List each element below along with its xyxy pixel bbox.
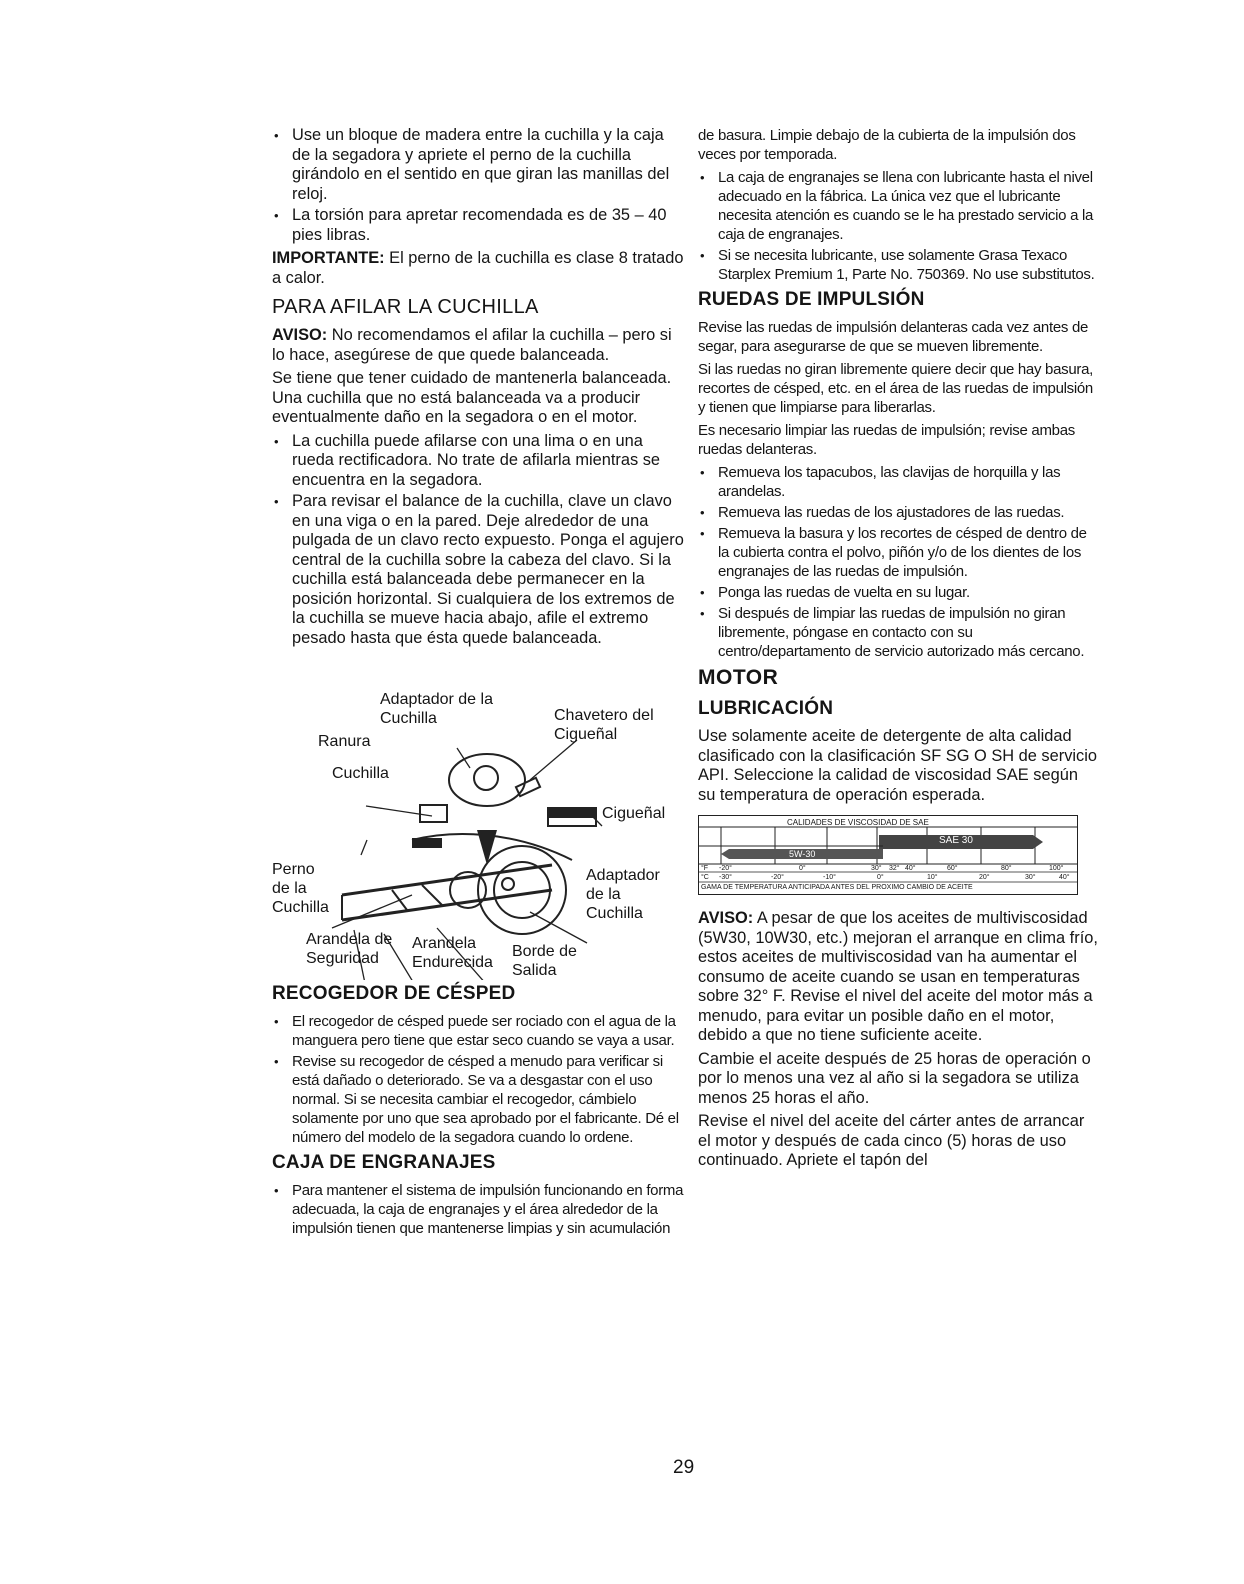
c-tick: -20° bbox=[771, 874, 784, 881]
list-item: • El recogedor de césped puede ser rociado con el agua de la manguera pero tiene que estar seco cuando se vaya a usar. bbox=[272, 1012, 684, 1050]
revise-paragraph: Revise el nivel del aceite del cárter antes de arrancar el motor y después de cada cinco (5) horas de uso continuado. Apriete el tapón del bbox=[698, 1112, 1085, 1169]
list-item: • Remueva la basura y los recortes de césped de dentro de la cubierta contra el polvo, piñón y/o de los dientes de los engranajes de las ruedas de impulsión. bbox=[698, 524, 1098, 581]
list-item: • Si se necesita lubricante, use solamente Grasa Texaco Starplex Premium 1, Parte No. 750369. No use substitutos. bbox=[698, 246, 1098, 284]
label-borde-2: Salida bbox=[512, 962, 557, 979]
viscosity-title: CALIDADES DE VISCOSIDAD DE SAE bbox=[787, 818, 929, 827]
label-adaptador-top-2: Cuchilla bbox=[380, 710, 437, 727]
wheel-outer bbox=[478, 846, 566, 934]
sharpen-list bbox=[272, 432, 684, 649]
c-tick: 20° bbox=[979, 874, 990, 881]
blade-top-edge bbox=[342, 865, 552, 895]
bolt-head bbox=[502, 878, 514, 890]
list-item: • La cuchilla puede afilarse con una lima o en una rueda rectificadora. No trate de afilarla mientras se encuentra en la segadora. bbox=[272, 432, 684, 491]
blade-assembly-diagram bbox=[272, 690, 684, 980]
aviso-note bbox=[272, 326, 684, 365]
leader-ranura bbox=[366, 806, 432, 816]
right-column bbox=[698, 126, 1098, 1175]
f-tick: 32° bbox=[889, 865, 900, 872]
deck-teeth bbox=[412, 838, 442, 848]
list-item: • La torsión para apretar recomendada es de 35 – 40 pies libras. bbox=[272, 206, 684, 245]
grease-list bbox=[698, 168, 1098, 284]
label-ranura: Ranura bbox=[318, 733, 371, 750]
section-title-ruedas: RUEDAS DE IMPULSIÓN bbox=[698, 289, 925, 310]
list-item: • Revise su recogedor de césped a menudo para verificar si está dañado o deteriorado. Se va a desgastar con el uso normal. Si se necesita cambiar el recogedor, cámbielo solamente por uno que sea aprobado por el fabricante. Dé el número del modelo de la segadora cuando lo ordene. bbox=[272, 1052, 684, 1147]
label-5w30: 5W-30 bbox=[789, 849, 816, 859]
importante-label: IMPORTANTE: bbox=[272, 249, 385, 267]
recogedor-list bbox=[272, 1012, 684, 1147]
slot-block bbox=[420, 805, 447, 822]
label-sae30: SAE 30 bbox=[939, 835, 973, 846]
importante-text: El perno de la cuchilla es clase 8 tratado a calor. bbox=[272, 249, 684, 287]
c-unit: °C bbox=[701, 874, 709, 881]
section-title-caja: CAJA DE ENGRANAJES bbox=[272, 1152, 496, 1173]
label-chavetero: Chavetero del bbox=[554, 707, 654, 724]
list-item: • Remueva las ruedas de los ajustadores de las ruedas. bbox=[698, 503, 1098, 522]
section-title-recogedor: RECOGEDOR DE CÉSPED bbox=[272, 983, 516, 1004]
label-arandela-endurecida: Arandela bbox=[412, 935, 477, 952]
ruedas-list bbox=[698, 463, 1098, 661]
ruedas-paragraph-3: Es necesario limpiar las ruedas de impulsión; revise ambas ruedas delanteras. bbox=[698, 422, 1075, 458]
list-item: • Para revisar el balance de la cuchilla, clave un clavo en una viga o en la pared. Deje alrededor de una pulgada de un clavo recto expuesto. Ponga el agujero central de la cuchilla sobre la cabeza del clavo. Si la cuchilla está balanceada debe permanecer en la posición horizontal. Si cualquiera de los extremos de la cuchilla se mueve hacia abajo, afile el extremo pesado hasta que ésta quede balanceada. bbox=[272, 492, 684, 648]
f-tick: 0° bbox=[799, 865, 806, 872]
label-arandela-seguridad-2: Seguridad bbox=[306, 950, 379, 967]
section-title-lubricacion: LUBRICACIÓN bbox=[698, 698, 834, 719]
c-tick: -10° bbox=[823, 874, 836, 881]
label-adaptador-right-2: de la bbox=[586, 886, 621, 903]
f-tick: 30° bbox=[871, 865, 882, 872]
label-perno-2: de la bbox=[272, 880, 307, 897]
caja-list bbox=[272, 1181, 684, 1238]
c-tick: 0° bbox=[877, 874, 884, 881]
list-item: • Use un bloque de madera entre la cuchilla y la caja de la segadora y apriete el perno de la cuchilla girándolo en el sentido en que giran las manillas del reloj. bbox=[272, 126, 684, 204]
viscosity-chart bbox=[698, 815, 1078, 895]
f-tick: 40° bbox=[905, 865, 916, 872]
label-arandela-endurecida-2: Endurecida bbox=[412, 954, 493, 971]
crankshaft-key bbox=[516, 778, 540, 796]
viscosity-footer: GAMA DE TEMPERATURA ANTICIPADA ANTES DEL PROXIMO CAMBIO DE ACEITE bbox=[701, 884, 973, 891]
f-unit: °F bbox=[701, 865, 709, 872]
c-tick: 40° bbox=[1059, 874, 1070, 881]
f-tick: 60° bbox=[947, 865, 958, 872]
f-tick: 80° bbox=[1001, 865, 1012, 872]
aviso-text: No recomendamos el afilar la cuchilla – pero si lo hace, asegúrese de que quede balanceada. bbox=[272, 326, 672, 364]
label-cuchilla: Cuchilla bbox=[332, 765, 389, 782]
label-adaptador-right: Adaptador bbox=[586, 867, 660, 884]
label-borde: Borde de bbox=[512, 943, 577, 960]
label-chavetero-2: Cigueñal bbox=[554, 726, 618, 743]
ruedas-paragraph-1: Revise las ruedas de impulsión delanteras cada vez antes de segar, para asegurarse de que se mueven libremente. bbox=[698, 319, 1089, 355]
list-item: • La caja de engranajes se llena con lubricante hasta el nivel adecuado en la fábrica. La única vez que el lubricante necesita atención es cuando se le ha prestado servicio a la caja de engranajes. bbox=[698, 168, 1098, 244]
label-perno-3: Cuchilla bbox=[272, 899, 329, 916]
aviso-oil-label: AVISO: bbox=[698, 909, 754, 927]
f-tick: -20° bbox=[719, 865, 732, 872]
label-adaptador-right-3: Cuchilla bbox=[586, 905, 643, 922]
aviso-oil-text: A pesar de que los aceites de multiviscosidad (5W30, 10W30, etc.) mejoran el arranque en clima frío, estos aceites de multiviscosidad van ha aumentar el consumo de aceite cuando se usan en temperaturas sobre 32° F. Revise el nivel del aceite del motor más a menudo, para evitar un posible daño en el motor, debido a que no tiene suficiente aceite. bbox=[698, 909, 1098, 1044]
label-ciguenal: Cigueñal bbox=[602, 805, 666, 822]
left-column bbox=[272, 126, 684, 1242]
lubricacion-paragraph: Use solamente aceite de detergente de alta calidad clasificado con la clasificación SF SG O SH de servicio API. Seleccione la calidad de viscosidad SAE según su temperatura de operación esperada. bbox=[698, 727, 1097, 804]
c-tick: 30° bbox=[1025, 874, 1036, 881]
label-arandela-seguridad: Arandela de bbox=[306, 931, 393, 948]
aviso-oil-note bbox=[698, 909, 1098, 1046]
leader-chavetero bbox=[530, 740, 577, 780]
ruedas-paragraph-2: Si las ruedas no giran libremente quiere decir que hay basura, recortes de césped, etc. en el área de las ruedas de impulsión y tienen que limpiarse para liberarlas. bbox=[698, 361, 1093, 416]
aviso-label: AVISO: bbox=[272, 326, 328, 344]
blade-install-list bbox=[272, 126, 684, 245]
c-tick: 10° bbox=[927, 874, 938, 881]
list-item: • Remueva los tapacubos, las clavijas de horquilla y las arandelas. bbox=[698, 463, 1098, 501]
continued-paragraph: de basura. Limpie debajo de la cubierta de la impulsión dos veces por temporada. bbox=[698, 127, 1076, 163]
blade-bottom-edge bbox=[342, 890, 552, 920]
list-item: • Si después de limpiar las ruedas de impulsión no giran libremente, póngase en contacto con su centro/departamento de servicio autorizado más cercano. bbox=[698, 604, 1098, 661]
cambie-paragraph: Cambie el aceite después de 25 horas de operación o por lo menos una vez al año si la segadora se utiliza menos 25 horas el año. bbox=[698, 1049, 1091, 1107]
balance-paragraph: Se tiene que tener cuidado de mantenerla balanceada. Una cuchilla que no está balanceada va a producir eventualmente daño en la segadora o en el motor. bbox=[272, 369, 672, 426]
list-item: • Para mantener el sistema de impulsión funcionando en forma adecuada, la caja de engranajes y el área alrededor de la impulsión tienen que mantenerse limpias y sin acumulación bbox=[272, 1181, 684, 1238]
label-adaptador-top: Adaptador de la bbox=[380, 691, 493, 708]
pointer-triangle bbox=[477, 830, 497, 865]
keyway-circle bbox=[474, 766, 498, 790]
label-perno: Perno bbox=[272, 861, 315, 878]
section-title-motor: MOTOR bbox=[698, 666, 779, 689]
importante-note bbox=[272, 249, 684, 288]
leader-cuchilla bbox=[361, 840, 367, 855]
list-item: • Ponga las ruedas de vuelta en su lugar. bbox=[698, 583, 1098, 602]
adapter-shape bbox=[449, 754, 525, 806]
page-number: 29 bbox=[673, 1457, 695, 1478]
f-tick: 100° bbox=[1049, 865, 1064, 872]
c-tick: -30° bbox=[719, 874, 732, 881]
section-title-afilar: PARA AFILAR LA CUCHILLA bbox=[272, 296, 539, 318]
leader-adaptador-right bbox=[530, 912, 587, 943]
